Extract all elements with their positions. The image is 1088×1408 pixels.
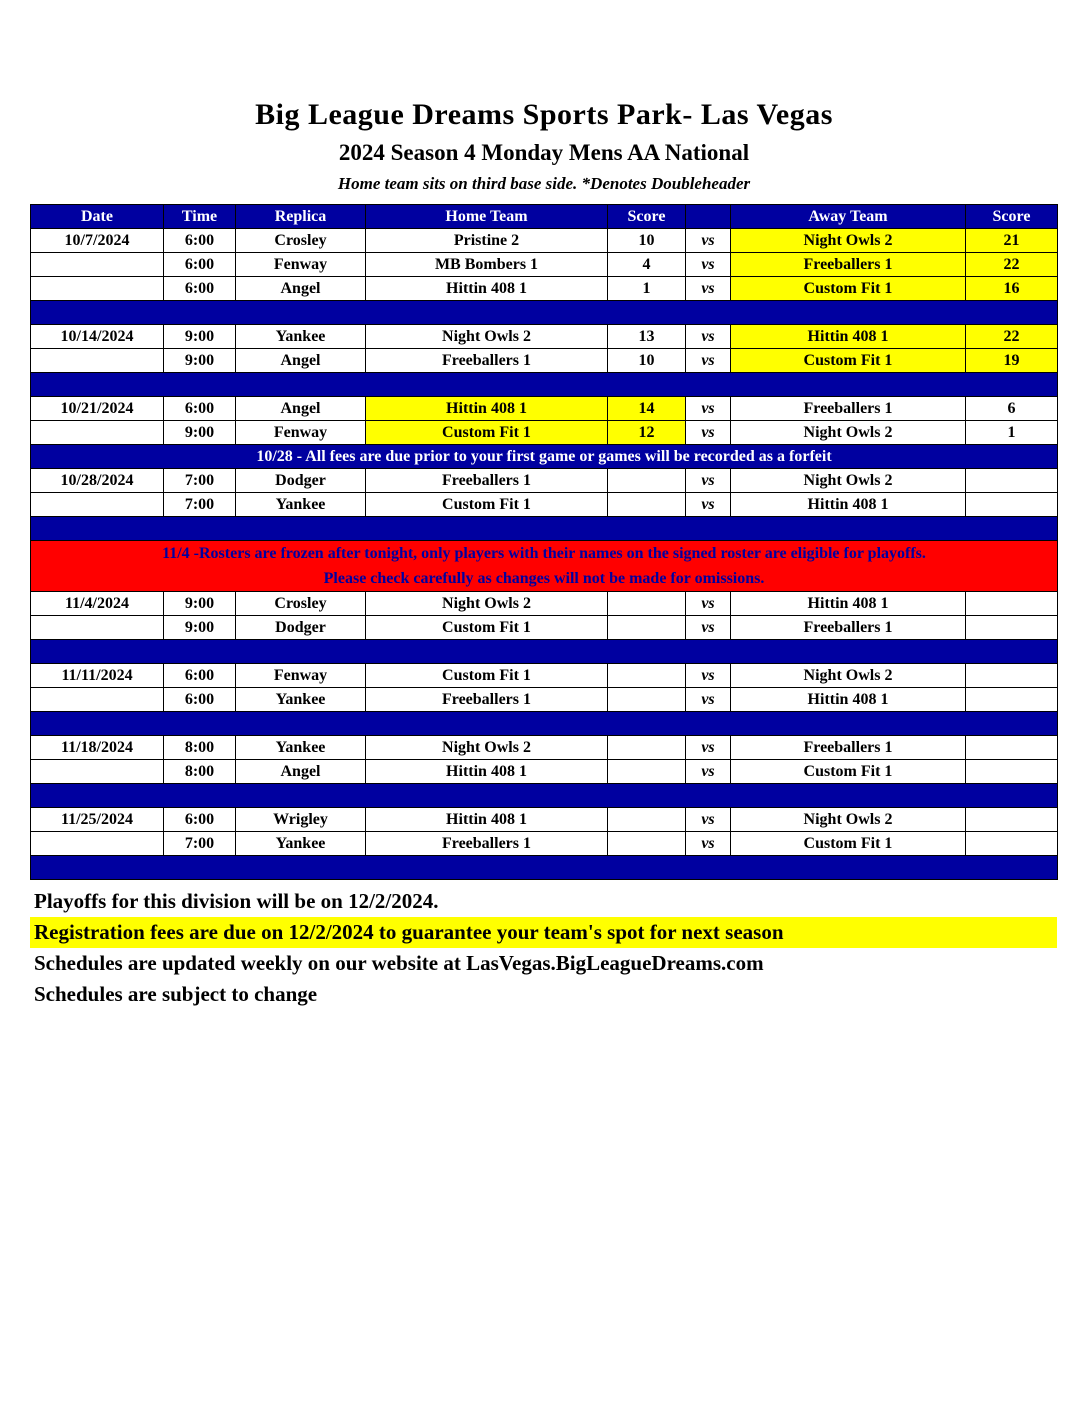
home-score-cell [608, 832, 686, 856]
away-score-cell [966, 832, 1058, 856]
away-team-cell: Freeballers 1 [731, 253, 966, 277]
vs-label: vs [686, 688, 731, 712]
note-text: 10/28 - All fees are due prior to your first game or games will be recorded as a forfeit [31, 445, 1058, 469]
column-header-vs [686, 205, 731, 229]
vs-label: vs [686, 253, 731, 277]
replica-cell: Angel [236, 277, 366, 301]
time-cell: 7:00 [164, 832, 236, 856]
away-score-cell [966, 808, 1058, 832]
replica-cell: Wrigley [236, 808, 366, 832]
game-row [31, 397, 1058, 421]
away-score-cell: 16 [966, 277, 1058, 301]
time-cell: 6:00 [164, 808, 236, 832]
separator-row [31, 640, 1058, 664]
home-score-cell [608, 616, 686, 640]
time-cell: 7:00 [164, 469, 236, 493]
away-team-cell: Night Owls 2 [731, 421, 966, 445]
home-score-cell [608, 493, 686, 517]
column-header-date: Date [31, 205, 164, 229]
date-cell: 10/7/2024 [31, 229, 164, 253]
home-team-cell: Custom Fit 1 [366, 493, 608, 517]
replica-cell: Yankee [236, 736, 366, 760]
home-score-cell: 1 [608, 277, 686, 301]
vs-label: vs [686, 808, 731, 832]
away-score-cell [966, 592, 1058, 616]
page-subtitle: 2024 Season 4 Monday Mens AA National [338, 140, 750, 165]
home-team-cell: Night Owls 2 [366, 325, 608, 349]
away-score-cell [966, 760, 1058, 784]
separator-cell [31, 373, 1058, 397]
separator-cell [31, 301, 1058, 325]
table-header-row [31, 205, 1058, 229]
date-cell: 11/11/2024 [31, 664, 164, 688]
home-team-cell: Night Owls 2 [366, 736, 608, 760]
vs-label: vs [686, 736, 731, 760]
home-team-cell: MB Bombers 1 [366, 253, 608, 277]
home-team-cell: Hittin 408 1 [366, 760, 608, 784]
time-cell: 6:00 [164, 253, 236, 277]
away-score-cell [966, 688, 1058, 712]
time-cell: 7:00 [164, 493, 236, 517]
vs-label: vs [686, 592, 731, 616]
vs-label: vs [686, 349, 731, 373]
game-row [31, 736, 1058, 760]
column-header-time: Time [164, 205, 236, 229]
replica-cell: Angel [236, 397, 366, 421]
column-header-score: Score [608, 205, 686, 229]
column-header-home-team: Home Team [366, 205, 608, 229]
game-row [31, 469, 1058, 493]
time-cell: 6:00 [164, 397, 236, 421]
home-team-cell: Custom Fit 1 [366, 421, 608, 445]
date-cell [31, 493, 164, 517]
separator-cell [31, 784, 1058, 808]
away-score-cell: 1 [966, 421, 1058, 445]
separator-row [31, 784, 1058, 808]
schedule-table [30, 204, 1058, 880]
time-cell: 9:00 [164, 325, 236, 349]
time-cell: 8:00 [164, 736, 236, 760]
home-score-cell [608, 469, 686, 493]
separator-cell [31, 712, 1058, 736]
home-team-cell: Freeballers 1 [366, 832, 608, 856]
table-body [31, 229, 1058, 880]
date-cell: 11/4/2024 [31, 592, 164, 616]
home-team-cell: Hittin 408 1 [366, 808, 608, 832]
away-team-cell: Freeballers 1 [731, 397, 966, 421]
home-team-cell: Pristine 2 [366, 229, 608, 253]
time-cell: 9:00 [164, 592, 236, 616]
home-team-cell: Hittin 408 1 [366, 277, 608, 301]
date-cell [31, 616, 164, 640]
game-row [31, 832, 1058, 856]
away-team-cell: Custom Fit 1 [731, 349, 966, 373]
away-score-cell: 19 [966, 349, 1058, 373]
date-cell [31, 253, 164, 277]
replica-cell: Angel [236, 760, 366, 784]
date-cell: 10/28/2024 [31, 469, 164, 493]
home-score-cell [608, 688, 686, 712]
home-score-cell [608, 808, 686, 832]
header-note: Home team sits on third base side. *Denotes Doubleheader [337, 174, 751, 193]
away-team-cell: Night Owls 2 [731, 469, 966, 493]
away-team-cell: Night Owls 2 [731, 229, 966, 253]
vs-label: vs [686, 616, 731, 640]
separator-cell [31, 517, 1058, 541]
home-score-cell [608, 664, 686, 688]
game-row [31, 229, 1058, 253]
vs-label: vs [686, 229, 731, 253]
game-row [31, 616, 1058, 640]
footer-notes [30, 886, 1057, 1010]
away-score-cell [966, 664, 1058, 688]
date-cell [31, 349, 164, 373]
replica-cell: Fenway [236, 421, 366, 445]
date-cell [31, 688, 164, 712]
separator-row [31, 373, 1058, 397]
game-row [31, 688, 1058, 712]
replica-cell: Dodger [236, 616, 366, 640]
vs-label: vs [686, 325, 731, 349]
note-row-blue [31, 445, 1058, 469]
home-team-cell: Hittin 408 1 [366, 397, 608, 421]
away-team-cell: Freeballers 1 [731, 616, 966, 640]
replica-cell: Dodger [236, 469, 366, 493]
away-score-cell [966, 469, 1058, 493]
replica-cell: Yankee [236, 832, 366, 856]
vs-label: vs [686, 664, 731, 688]
replica-cell: Yankee [236, 688, 366, 712]
home-score-cell: 12 [608, 421, 686, 445]
replica-cell: Yankee [236, 493, 366, 517]
date-cell [31, 421, 164, 445]
game-row [31, 277, 1058, 301]
game-row [31, 325, 1058, 349]
game-row [31, 808, 1058, 832]
vs-label: vs [686, 760, 731, 784]
game-row [31, 349, 1058, 373]
column-header-away-team: Away Team [731, 205, 966, 229]
vs-label: vs [686, 493, 731, 517]
vs-label: vs [686, 397, 731, 421]
replica-cell: Crosley [236, 592, 366, 616]
time-cell: 9:00 [164, 421, 236, 445]
game-row [31, 493, 1058, 517]
home-team-cell: Freeballers 1 [366, 469, 608, 493]
date-cell: 11/25/2024 [31, 808, 164, 832]
footer-line-highlighted: Registration fees are due on 12/2/2024 to guarantee your team's spot for next season [30, 917, 1057, 948]
date-cell: 10/21/2024 [31, 397, 164, 421]
time-cell: 6:00 [164, 664, 236, 688]
footer-line: Schedules are subject to change [34, 982, 318, 1006]
away-team-cell: Custom Fit 1 [731, 760, 966, 784]
game-row [31, 253, 1058, 277]
separator-row [31, 856, 1058, 880]
game-row [31, 421, 1058, 445]
separator-row [31, 301, 1058, 325]
away-team-cell: Hittin 408 1 [731, 493, 966, 517]
table-header [31, 205, 1058, 229]
home-team-cell: Freeballers 1 [366, 688, 608, 712]
away-score-cell: 22 [966, 325, 1058, 349]
home-team-cell: Night Owls 2 [366, 592, 608, 616]
time-cell: 6:00 [164, 688, 236, 712]
time-cell: 9:00 [164, 616, 236, 640]
column-header-replica: Replica [236, 205, 366, 229]
away-team-cell: Night Owls 2 [731, 664, 966, 688]
away-team-cell: Hittin 408 1 [731, 592, 966, 616]
away-team-cell: Night Owls 2 [731, 808, 966, 832]
time-cell: 8:00 [164, 760, 236, 784]
date-cell: 11/18/2024 [31, 736, 164, 760]
away-score-cell [966, 616, 1058, 640]
vs-label: vs [686, 832, 731, 856]
replica-cell: Fenway [236, 253, 366, 277]
away-score-cell [966, 493, 1058, 517]
replica-cell: Crosley [236, 229, 366, 253]
separator-row [31, 712, 1058, 736]
date-cell [31, 277, 164, 301]
separator-cell [31, 856, 1058, 880]
column-header-score: Score [966, 205, 1058, 229]
separator-cell [31, 640, 1058, 664]
time-cell: 6:00 [164, 277, 236, 301]
home-team-cell: Custom Fit 1 [366, 616, 608, 640]
away-team-cell: Freeballers 1 [731, 736, 966, 760]
game-row [31, 760, 1058, 784]
page-title: Big League Dreams Sports Park- Las Vegas [255, 98, 833, 131]
away-team-cell: Hittin 408 1 [731, 688, 966, 712]
home-score-cell: 14 [608, 397, 686, 421]
vs-label: vs [686, 469, 731, 493]
vs-label: vs [686, 421, 731, 445]
home-score-cell: 10 [608, 349, 686, 373]
away-score-cell: 22 [966, 253, 1058, 277]
date-cell [31, 760, 164, 784]
replica-cell: Angel [236, 349, 366, 373]
home-score-cell: 10 [608, 229, 686, 253]
separator-row [31, 517, 1058, 541]
vs-label: vs [686, 277, 731, 301]
time-cell: 9:00 [164, 349, 236, 373]
footer-line: Schedules are updated weekly on our website at LasVegas.BigLeagueDreams.com [34, 951, 764, 975]
note-text: 11/4 -Rosters are frozen after tonight, only players with their names on the signed roster are eligible for playoffs. Please check carefully as changes will not be made for omissions. [31, 541, 1058, 592]
home-team-cell: Custom Fit 1 [366, 664, 608, 688]
away-team-cell: Hittin 408 1 [731, 325, 966, 349]
date-cell [31, 832, 164, 856]
home-score-cell [608, 736, 686, 760]
away-team-cell: Custom Fit 1 [731, 277, 966, 301]
replica-cell: Fenway [236, 664, 366, 688]
replica-cell: Yankee [236, 325, 366, 349]
home-team-cell: Freeballers 1 [366, 349, 608, 373]
away-score-cell: 6 [966, 397, 1058, 421]
date-cell: 10/14/2024 [31, 325, 164, 349]
away-team-cell: Custom Fit 1 [731, 832, 966, 856]
away-score-cell: 21 [966, 229, 1058, 253]
home-score-cell [608, 592, 686, 616]
time-cell: 6:00 [164, 229, 236, 253]
home-score-cell [608, 760, 686, 784]
away-score-cell [966, 736, 1058, 760]
note-row-red [31, 541, 1058, 592]
game-row [31, 664, 1058, 688]
home-score-cell: 4 [608, 253, 686, 277]
game-row [31, 592, 1058, 616]
footer-line: Playoffs for this division will be on 12/2/2024. [34, 889, 439, 913]
home-score-cell: 13 [608, 325, 686, 349]
